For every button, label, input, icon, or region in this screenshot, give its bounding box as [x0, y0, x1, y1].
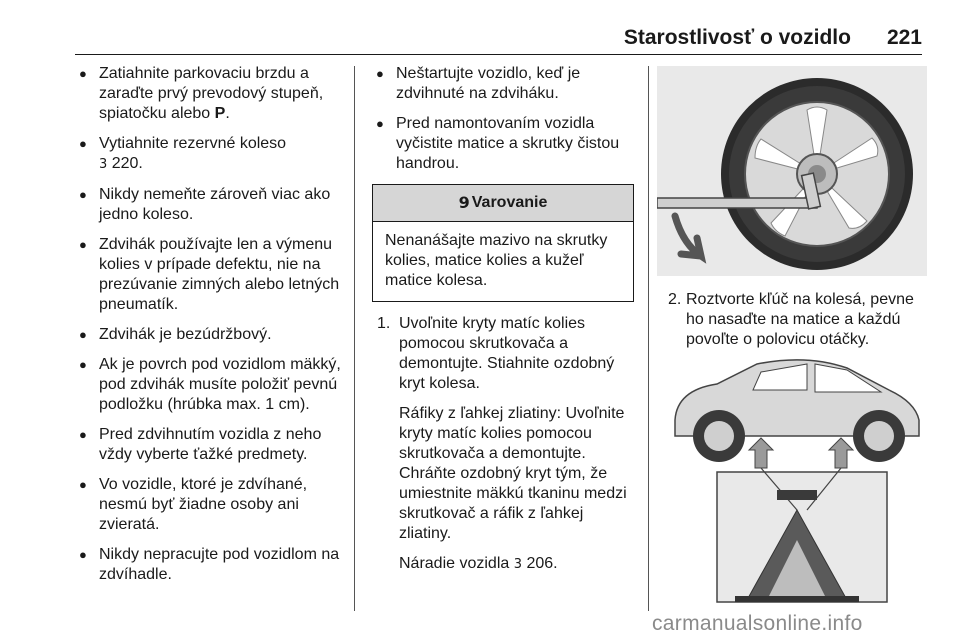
list-item: ● Neštartujte vozidlo, keď je zdvihnuté na zdviháku.	[372, 64, 634, 104]
step-number: 1.	[377, 315, 391, 332]
list-item: ● Ak je povrch pod vozidlom mäkký, pod zdvihák musíte položiť pevnú podložku (hrúbka max. 1 cm).	[75, 355, 347, 415]
step-item	[372, 314, 634, 575]
step-paragraph: Roztvorte kľúč na kolesá, pevne ho nasaďte na matice a každú povoľte o polovicu otáčky.	[686, 291, 914, 348]
page-reference-icon[interactable]: 3	[513, 557, 523, 572]
car-jack-drawing	[657, 350, 927, 612]
bullet-list	[75, 64, 347, 585]
page-reference-icon[interactable]: 3	[99, 157, 108, 172]
step-paragraph: Ráfiky z ľahkej zliatiny: Uvoľnite kryty matíc kolies pomocou skrutkovača a demontujte. Chráňte ozdobný kryt tým, že umiestnite mäkkú tkaninu medzi skrutkovač a ráfik z ľahkej zliatiny.	[399, 405, 627, 542]
list-item: ● Zdvihák je bezúdržbový.	[75, 325, 347, 345]
step-number: 2.	[668, 291, 682, 308]
column-divider	[648, 66, 649, 611]
list-item: ● Zdvihák používajte len a výmenu kolies v prípade defektu, nie na prezúvanie zimných alebo letných pneumatík.	[75, 235, 347, 315]
warning-header	[373, 185, 633, 222]
bullet-list	[372, 64, 634, 174]
list-item: ● Vytiahnite rezervné koleso 3 220.	[75, 134, 347, 175]
car-jack-illustration	[657, 350, 927, 612]
step-item	[668, 290, 930, 350]
step-paragraph: Uvoľnite kryty matíc kolies pomocou skrutkovača a demontujte. Stiahnite ozdobný kryt kolesa.	[399, 315, 615, 392]
list-item: ● Pred zdvihnutím vozidla z neho vždy vyberte ťažké predmety.	[75, 425, 347, 465]
column-divider	[354, 66, 355, 611]
page-header	[75, 26, 922, 55]
warning-text: Nenanášajte mazivo na skrutky kolies, matice kolies a kužeľ matice kolesa.	[385, 232, 608, 289]
step-paragraph: Náradie vozidla 3 206.	[399, 555, 558, 572]
list-item: ● Vo vozidle, ktoré je zdvíhané, nesmú byť žiadne osoby ani zvieratá.	[75, 475, 347, 535]
section-title: Starostlivosť o vozidlo	[623, 26, 851, 49]
list-item: ● Nikdy nemeňte zároveň viac ako jedno koleso.	[75, 185, 347, 225]
list-item: ● Pred namontovaním vozidla vyčistite matice a skrutky čistou handrou.	[372, 114, 634, 174]
wheel-wrench-illustration	[657, 66, 927, 276]
list-item: ● Nikdy nepracujte pod vozidlom na zdvíhadle.	[75, 545, 347, 585]
middle-column	[372, 64, 634, 585]
warning-title: Varovanie	[471, 194, 548, 211]
list-item: ● Zatiahnite parkovaciu brzdu a zaraďte prvý prevodový stupeň, spiatočku alebo P.	[75, 64, 347, 124]
warning-box	[372, 184, 634, 302]
warning-triangle-icon: 9	[458, 193, 470, 212]
watermark: carmanualsonline.info	[652, 612, 863, 635]
wheel-illustration	[657, 66, 927, 276]
page-number: 221	[886, 26, 922, 49]
steps-list	[372, 314, 634, 575]
left-column	[75, 64, 347, 595]
